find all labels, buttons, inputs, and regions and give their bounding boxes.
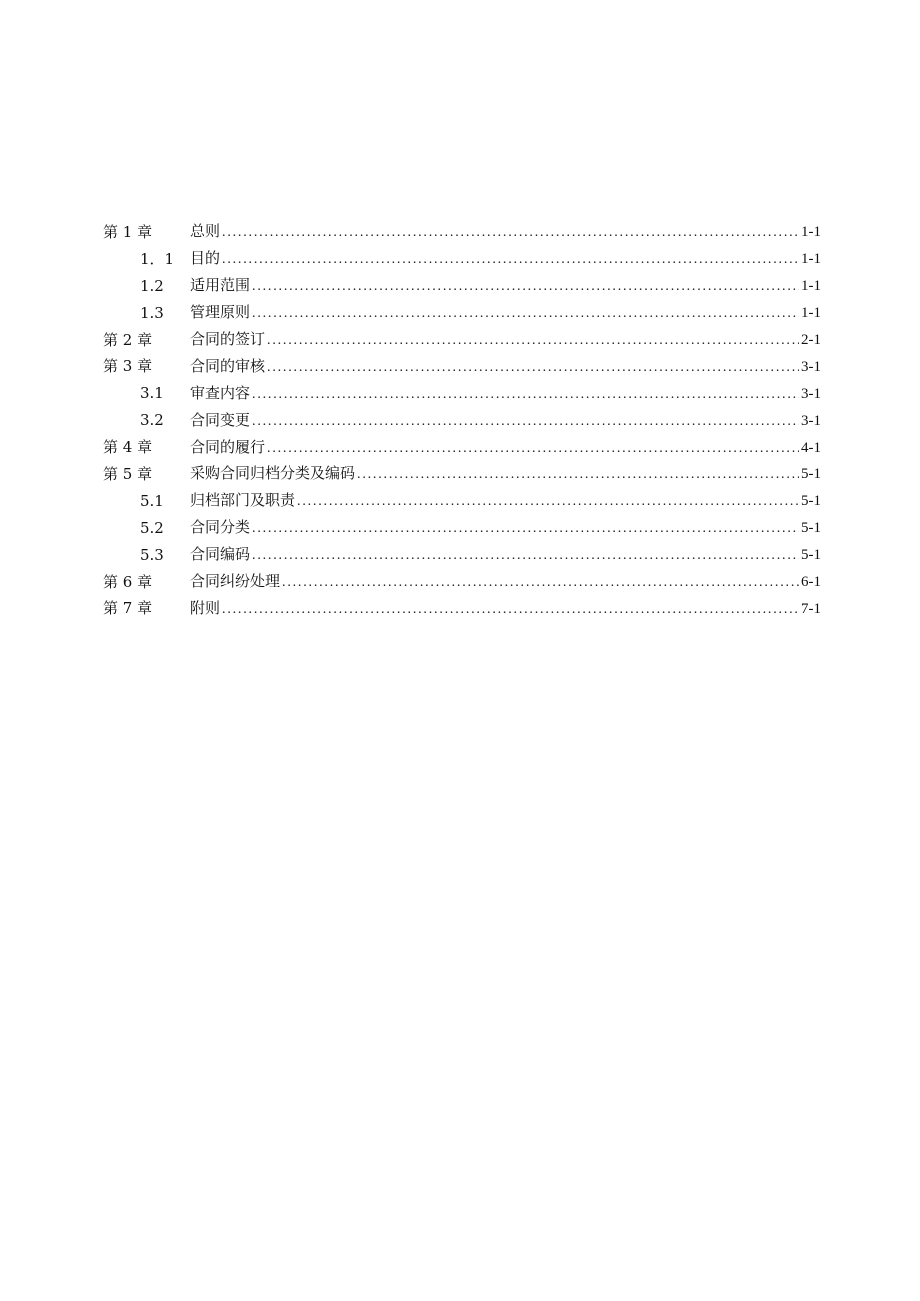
toc-entry-number: 第 7 章 (103, 599, 153, 618)
toc-entry-title: 总则 (190, 222, 221, 241)
toc-entry-title: 合同的审核 (190, 356, 266, 375)
toc-entry-section-5-2[interactable] (103, 515, 821, 542)
toc-entry-chapter-2[interactable] (103, 327, 821, 354)
toc-entry-title: 合同分类 (190, 518, 251, 537)
toc-entry-title: 适用范围 (190, 276, 251, 295)
toc-entry-page: 3-1 (801, 358, 821, 375)
toc-entry-number: 1.3 (140, 303, 164, 322)
toc-entry-chapter-5[interactable] (103, 461, 821, 488)
toc-entry-number: 3.2 (140, 411, 164, 430)
toc-entry-page: 6-1 (801, 574, 821, 591)
toc-entry-number: 5.1 (140, 491, 164, 510)
toc-entry-title: 合同的履行 (190, 437, 266, 456)
toc-entry-number: 1.2 (140, 276, 164, 295)
toc-entry-page: 4-1 (801, 439, 821, 456)
toc-dot-leader (282, 576, 799, 590)
toc-entry-number: 5.3 (140, 545, 164, 564)
toc-dot-leader (222, 226, 799, 240)
toc-dot-leader (267, 361, 799, 375)
toc-dot-leader (252, 307, 799, 321)
toc-entry-number: 1．1 (140, 249, 175, 268)
toc-dot-leader (267, 334, 799, 348)
toc-entry-page: 1-1 (801, 224, 821, 241)
toc-entry-number: 第 4 章 (103, 438, 153, 457)
toc-entry-title: 采购合同归档分类及编码 (190, 464, 356, 483)
toc-entry-title: 管理原则 (190, 303, 251, 322)
toc-entry-page: 5-1 (801, 466, 821, 483)
toc-entry-page: 3-1 (801, 385, 821, 402)
toc-entry-number: 第 2 章 (103, 330, 153, 349)
toc-entry-page: 1-1 (801, 305, 821, 322)
toc-entry-section-3-1[interactable] (103, 380, 821, 407)
toc-entry-chapter-6[interactable] (103, 569, 821, 596)
table-of-contents (103, 219, 821, 622)
toc-dot-leader (252, 415, 799, 429)
toc-entry-page: 1-1 (801, 251, 821, 268)
toc-entry-number: 5.2 (140, 518, 164, 537)
toc-entry-page: 7-1 (801, 600, 821, 617)
toc-entry-page: 2-1 (801, 332, 821, 348)
toc-entry-number: 第 1 章 (103, 222, 153, 241)
toc-entry-page: 3-1 (801, 412, 821, 429)
toc-entry-page: 1-1 (801, 278, 821, 295)
toc-entry-section-1-2[interactable] (103, 273, 821, 300)
toc-entry-chapter-4[interactable] (103, 434, 821, 461)
toc-entry-page: 5-1 (801, 547, 821, 564)
toc-entry-title: 合同变更 (190, 410, 251, 429)
toc-entry-page: 5-1 (801, 520, 821, 537)
toc-entry-number: 第 5 章 (103, 464, 153, 483)
toc-dot-leader (222, 253, 799, 267)
toc-entry-chapter-7[interactable] (103, 595, 821, 622)
toc-entry-number: 第 3 章 (103, 357, 153, 376)
toc-entry-section-5-3[interactable] (103, 542, 821, 569)
toc-entry-section-1-3[interactable] (103, 300, 821, 327)
toc-dot-leader (252, 549, 799, 563)
toc-entry-title: 合同的签订 (190, 330, 266, 348)
toc-dot-leader (357, 468, 799, 482)
toc-entry-chapter-1[interactable] (103, 219, 821, 246)
toc-entry-chapter-3[interactable] (103, 353, 821, 380)
toc-entry-title: 审查内容 (190, 383, 251, 402)
toc-dot-leader (267, 442, 799, 456)
toc-entry-number: 第 6 章 (103, 572, 153, 591)
toc-dot-leader (222, 603, 799, 617)
toc-dot-leader (252, 280, 799, 294)
toc-dot-leader (252, 522, 799, 536)
toc-entry-section-3-2[interactable] (103, 407, 821, 434)
toc-entry-section-1-1[interactable] (103, 246, 821, 273)
toc-entry-title: 归档部门及职责 (190, 491, 296, 510)
toc-entry-title: 合同纠纷处理 (190, 572, 281, 591)
toc-dot-leader (252, 388, 799, 402)
toc-entry-section-5-1[interactable] (103, 488, 821, 515)
toc-dot-leader (297, 495, 799, 509)
toc-entry-title: 目的 (190, 249, 221, 268)
toc-entry-title: 合同编码 (190, 545, 251, 564)
toc-entry-page: 5-1 (801, 493, 821, 510)
toc-entry-title: 附则 (190, 598, 221, 617)
toc-entry-number: 3.1 (140, 384, 164, 403)
